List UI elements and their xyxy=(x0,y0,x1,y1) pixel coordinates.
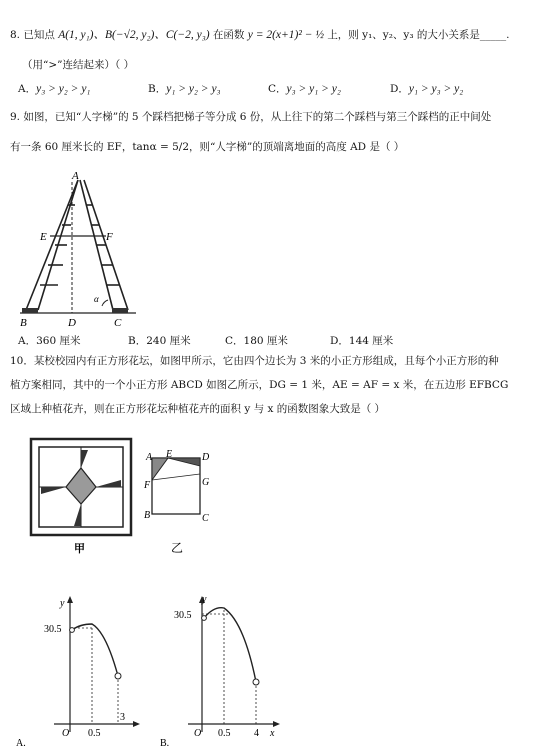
q10-stem-line1: 10．某校校园内有正方形花坛，如图甲所示，它由四个边长为 3 米的小正方形组成，且每个小正方形的种 xyxy=(10,355,499,367)
q8-stem-line1 xyxy=(10,28,510,42)
q8-option-d-text: y₁ > y₃ > y₂ xyxy=(408,83,464,95)
yi-label-g: G xyxy=(202,477,210,488)
ladder-label-d: D xyxy=(68,317,76,328)
figure-jia xyxy=(28,436,138,556)
ladder-label-c: C xyxy=(114,317,122,328)
graph-a-y-label: y xyxy=(60,598,65,609)
graph-a-x2: 3 xyxy=(120,712,125,723)
q9-option-a-text: 360 厘米 xyxy=(36,335,81,347)
q9-option-c[interactable] xyxy=(225,334,288,348)
graph-a-option-label: A. xyxy=(16,738,26,749)
q9-option-d-label: D． xyxy=(330,335,349,347)
yi-label-c: C xyxy=(202,513,209,524)
q9-stem-line2: 有一条 60 厘米长的 EF，tanα = 5/2，则“人字梯”的顶端离地面的高度 AD 是（ ） xyxy=(10,141,405,153)
q9-option-a[interactable] xyxy=(18,334,80,348)
graph-option-b[interactable] xyxy=(158,592,288,752)
q8-option-a-text: y₃ > y₂ > y₁ xyxy=(36,83,91,95)
graph-b-x-label: x xyxy=(270,728,275,739)
q8-option-c[interactable] xyxy=(268,82,341,96)
q9-option-c-text: 180 厘米 xyxy=(243,335,288,347)
q8-option-c-text: y₃ > y₁ > y₂ xyxy=(286,83,341,95)
q8-option-b[interactable] xyxy=(148,82,221,96)
graph-b-ymax: 30.5 xyxy=(174,610,192,621)
q9-stem-line1: 9. 如图，已知“人字梯”的 5 个踩档把梯子等分成 6 份，从上往下的第二个踩档与第三个踩档的正中间处 xyxy=(10,111,492,123)
q8-in-func: 在函数 xyxy=(212,29,245,41)
q8-points: A(1, y₁)、B(−√2, y₂)、C(−2, y₃) xyxy=(58,29,210,41)
ladder-label-alpha: α xyxy=(94,294,99,304)
graph-b-origin: O xyxy=(194,728,202,739)
figure-yi-label: 乙 xyxy=(171,541,184,555)
ladder-label-b: B xyxy=(20,317,27,328)
yi-label-e: E xyxy=(166,449,173,460)
q8-stem-line2: （用“>”连结起来）（ ） xyxy=(22,59,135,71)
q8-option-a-label: A． xyxy=(18,83,37,95)
ladder-label-a: A xyxy=(72,170,79,182)
yi-label-d: D xyxy=(202,452,210,463)
yi-label-b: B xyxy=(144,510,151,521)
graph-a-x1: 0.5 xyxy=(88,728,101,739)
yi-label-f: F xyxy=(144,480,151,491)
figure-yi xyxy=(138,448,218,556)
q8-option-b-label: B． xyxy=(148,83,167,95)
figure-jia-label: 甲 xyxy=(74,543,85,555)
q10-stem-line2: 植方案相同，其中的一个小正方形 ABCD 如图乙所示，DG = 1 米，AE = AF = x 米，在五边形 EFBCG xyxy=(10,379,509,391)
ladder-figure xyxy=(18,170,143,328)
ladder-label-e: E xyxy=(40,231,47,243)
q9-option-a-label: A． xyxy=(18,335,37,347)
q8-function: y = 2(x+1)² − ½ xyxy=(247,29,324,41)
graph-b-option-label: B. xyxy=(160,738,170,749)
q9-option-b[interactable] xyxy=(128,334,191,348)
q8-option-d-label: D． xyxy=(390,83,409,95)
q9-option-d[interactable] xyxy=(330,334,393,348)
graph-b-x1: 0.5 xyxy=(218,728,231,739)
q8-option-c-label: C． xyxy=(268,83,287,95)
q8-suffix: 上，则 y₁、y₂、y₃ 的大小关系是_____. xyxy=(327,29,510,41)
q9-option-b-label: B． xyxy=(128,335,147,347)
graph-option-a[interactable] xyxy=(14,592,144,752)
q8-option-a[interactable] xyxy=(18,82,90,96)
q10-stem-line3: 区域上种植花卉，则在正方形花坛种植花卉的面积 y 与 x 的函数图象大致是（ ） xyxy=(10,403,386,415)
graph-b-x2: 4 xyxy=(254,728,259,739)
graph-b-y-label: y xyxy=(202,594,207,605)
graph-a-origin: O xyxy=(62,728,70,739)
q8-option-d[interactable] xyxy=(390,82,463,96)
q8-option-b-text: y₁ > y₂ > y₃ xyxy=(166,83,221,95)
q9-option-d-text: 144 厘米 xyxy=(348,335,394,347)
ladder-label-f: F xyxy=(106,231,113,243)
q9-option-b-text: 240 厘米 xyxy=(146,335,191,347)
graph-a-ymax: 30.5 xyxy=(44,624,62,635)
q8-prefix: 8. 已知点 xyxy=(10,29,55,41)
yi-label-a: A xyxy=(146,452,153,463)
q9-option-c-label: C． xyxy=(225,335,244,347)
